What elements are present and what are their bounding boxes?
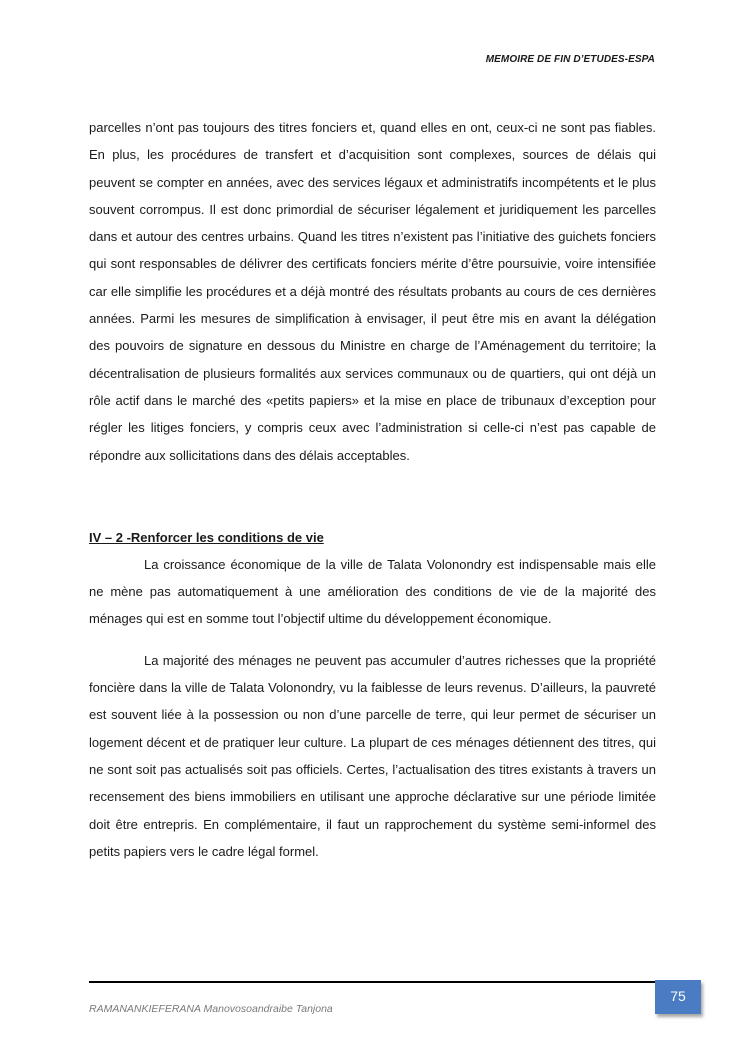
document-header: MEMOIRE DE FIN D’ETUDES-ESPA bbox=[485, 54, 655, 65]
section-heading: IV – 2 -Renforcer les conditions de vie bbox=[89, 529, 324, 545]
page-number: 75 bbox=[670, 988, 686, 1004]
paragraph-land-titles: parcelles n’ont pas toujours des titres fonciers et, quand elles en ont, ceux-ci ne sont pas fiables. En plus, les procédures de transfert et d’acquisition sont complexes, sources de délais qui peuvent se compter en années, avec des services légaux et administratifs incompétents et le plus souvent corrompus. Il est donc primordial de sécuriser légalement et juridiquement les parcelles dans et autour des centres urbains. Quand les titres n’existent pas l’initiative des guichets fonciers qui sont responsables de délivrer des certificats fonciers mérite d’être poursuivie, voire intensifiée car elle simplifie les procédures et a déjà montré des résultats probants au cours de ces dernières années. Parmi les mesures de simplification à envisager, il peut être mis en avant la délégation des pouvoirs de signature en dessous du Ministre en charge de l’Aménagement du territoire; la décentralisation de plusieurs formalités aux services communaux ou de quartiers, qui ont déjà un rôle actif dans le marché des «petits papiers» et la mise en place de tribunaux d’exception pour régler les litiges fonciers, y compris ceux avec l’administration si celle-ci n’est pas capable de répondre aux sollicitations dans des délais acceptables. bbox=[89, 120, 656, 463]
page-number-badge bbox=[655, 980, 701, 1014]
paragraph-land-property: La majorité des ménages ne peuvent pas accumuler d’autres richesses que la propriété foncière dans la ville de Talata Volonondry, vu la faiblesse de leurs revenus. D’ailleurs, la pauvreté est souvent liée à la possession ou non d’une parcelle de terre, qui leur permet de sécuriser un logement décent et de pratiquer leur culture. La plupart de ces ménages détiennent des titres, qui ne sont soit pas actualisés soit pas officiels. Certes, l’actualisation des titres existants à travers un recensement des biens immobiliers en utilisant une approche déclarative sur une période limitée doit être entrepris. En complémentaire, il faut un rapprochement du système semi-informel des petits papiers vers le cadre légal formel. bbox=[89, 652, 656, 859]
footer-author: RAMANANKIEFERANA Manovosoandraibe Tanjona bbox=[89, 1003, 333, 1015]
footer-divider bbox=[89, 981, 676, 983]
paragraph-economic-growth: La croissance économique de la ville de Talata Volonondry est indispensable mais elle ne mène pas automatiquement à une amélioration des conditions de vie de la majorité des ménages qui est en somme tout l’objectif ultime du développement économique. bbox=[89, 556, 656, 627]
document-body bbox=[89, 114, 656, 865]
